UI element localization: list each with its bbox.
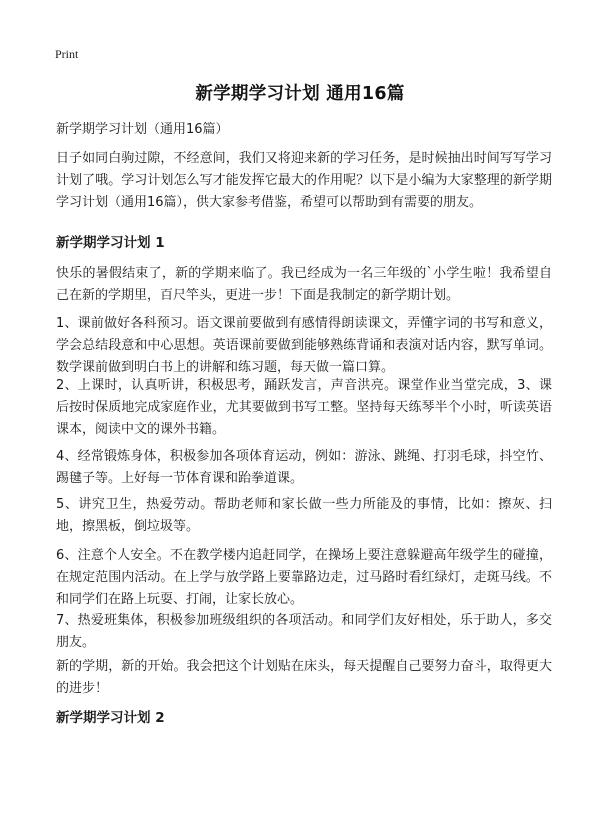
section-2-heading: 新学期学习计划 2 xyxy=(56,710,165,726)
document-subtitle: 新学期学习计划（通用16篇） xyxy=(56,122,229,137)
section-1-heading: 新学期学习计划 1 xyxy=(56,235,165,251)
paragraph: 1、课前做好各科预习。语文课前要做到有感情得朗读课文，弄懂字词的书写和意义，学会总结段意和中心思想。英语课前要做到能够熟练背诵和表演对话内容，默写单词。数学课前做到明白书上的讲解和练习题，每天做一篇口算。 xyxy=(56,316,552,375)
paragraph: 新的学期，新的开始。我会把这个计划贴在床头，每天提醒自己要努力奋斗，取得更大的进步！ xyxy=(56,659,552,696)
paragraph: 4、经常锻炼身体，积极参加各项体育运动，例如：游泳、跳绳、打羽毛球，抖空竹、踢毽子等。上好每一节体育课和跆拳道课。 xyxy=(56,449,552,486)
paragraph: 2、上课时，认真听讲，积极思考，踊跃发言，声音洪亮。课堂作业当堂完成，3、课后按时保质地完成家庭作业，尤其要做到书写工整。坚持每天练琴半个小时，听读英语课本，阅读中文的课外书籍。 xyxy=(56,378,552,437)
paragraph: 5、讲究卫生，热爱劳动。帮助老师和家长做一些力所能及的事情，比如：擦灰、扫地，擦黑板，倒垃圾等。 xyxy=(56,497,552,534)
paragraph: 6、注意个人安全。不在教学楼内追赶同学，在操场上要注意躲避高年级学生的碰撞，在规定范围内活动。在上学与放学路上要靠路边走，过马路时看红绿灯，走斑马线。不和同学们在路上玩耍、打闹，让家长放心。 xyxy=(56,548,552,607)
paragraph: 7、热爱班集体，积极参加班级组织的各项活动。和同学们友好相处，乐于助人，多交朋友。 xyxy=(56,613,552,650)
intro-paragraph: 日子如同白驹过隙，不经意间，我们又将迎来新的学习任务，是时候抽出时间写写学习计划了哦。学习计划怎么写才能发挥它最大的作用呢？以下是小编为大家整理的新学期学习计划（通用16篇），供大家参考借鉴，希望可以帮助到有需要的朋友。 xyxy=(56,151,552,210)
print-link[interactable]: Print xyxy=(55,47,79,61)
paragraph: 快乐的暑假结束了，新的学期来临了。我已经成为一名三年级的`小学生啦！我希望自己在新的学期里，百尺竿头，更进一步！下面是我制定的新学期计划。 xyxy=(56,266,552,303)
page-title: 新学期学习计划 通用16篇 xyxy=(195,84,405,104)
